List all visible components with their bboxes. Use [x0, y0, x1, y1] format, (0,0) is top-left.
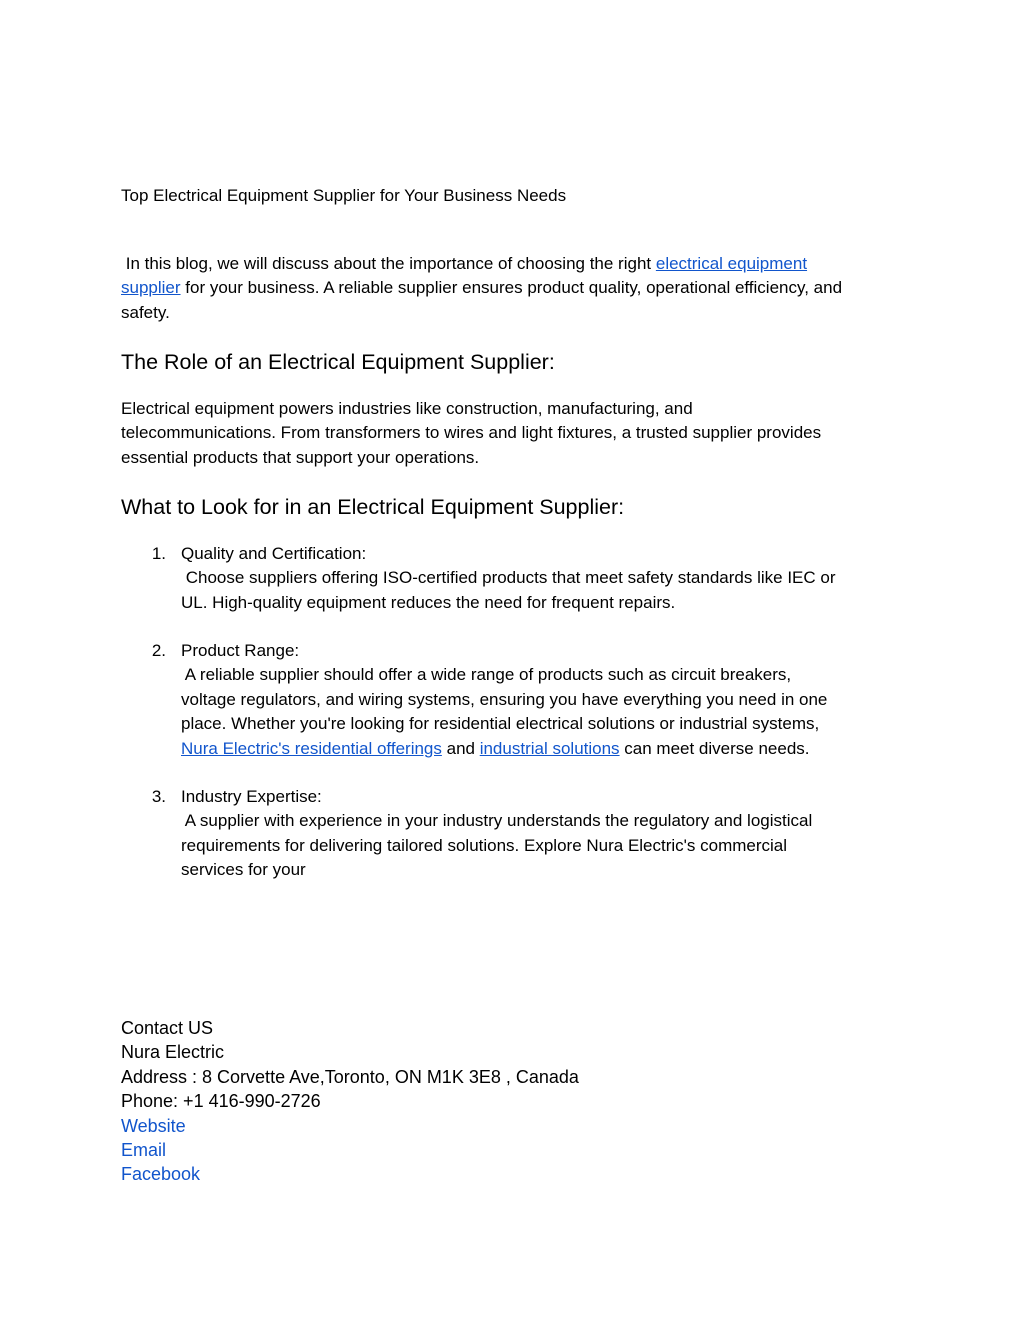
phone: Phone: +1 416-990-2726 — [121, 1091, 321, 1112]
email-link[interactable]: Email — [121, 1140, 167, 1161]
list-item-line: requirements for delivering tailored solutions. Explore Nura Electric's commercial — [181, 835, 788, 855]
electrical-equipment-supplier-link[interactable]: electrical equipment — [655, 254, 808, 273]
list-item-links-line — [181, 737, 827, 761]
role-line: Electrical equipment powers industries like construction, manufacturing, and — [121, 399, 693, 418]
address: Address : 8 Corvette Ave,Toronto, ON M1K 3E8 , Canada — [121, 1066, 579, 1087]
section-heading-role: The Role of an Electrical Equipment Supplier: — [121, 350, 555, 374]
residential-offerings-link[interactable]: Nura Electric's residential offerings — [181, 738, 442, 758]
list-item-quality — [181, 542, 836, 615]
intro-line-1 — [121, 252, 842, 276]
and-text: and — [441, 738, 480, 758]
company-name: Nura Electric — [121, 1042, 225, 1063]
list-item-tail: can meet diverse needs. — [619, 738, 810, 758]
list-item-line: voltage regulators, and wiring systems, ensuring you have everything you need in one — [181, 689, 828, 709]
intro-line-2 — [121, 276, 842, 300]
list-item-line: services for your — [181, 860, 306, 880]
list-item-line: A reliable supplier should offer a wide range of products such as circuit breakers, — [181, 665, 792, 685]
list-item-title: Product Range: — [181, 641, 300, 660]
industrial-solutions-link[interactable]: industrial solutions — [479, 738, 620, 758]
intro-text-2: for your business. A reliable supplier ensures product quality, operational efficiency, and — [180, 278, 843, 298]
list-number: 3. — [151, 787, 166, 806]
document-title: Top Electrical Equipment Supplier for Your Business Needs — [121, 186, 567, 205]
list-item-industry-expertise — [181, 785, 812, 883]
facebook-link[interactable]: Facebook — [121, 1164, 201, 1185]
list-item-line: A supplier with experience in your industry understands the regulatory and logistical — [181, 811, 813, 831]
role-line: essential products that support your operations. — [121, 447, 480, 467]
list-number: 2. — [151, 641, 166, 660]
intro-paragraph — [121, 252, 842, 325]
list-item-line: Choose suppliers offering ISO-certified products that meet safety standards like IEC or — [181, 568, 836, 588]
website-link[interactable]: Website — [121, 1115, 186, 1136]
contact-block — [121, 1016, 579, 1187]
role-line: telecommunications. From transformers to wires and light fixtures, a trusted supplier provides — [121, 423, 822, 443]
supplier-link[interactable]: supplier — [121, 278, 181, 298]
list-number: 1. — [151, 544, 166, 563]
section-heading-what-to-look-for: What to Look for in an Electrical Equipment Supplier: — [121, 495, 625, 519]
list-item-line: place. Whether you're looking for residential electrical solutions or industrial systems, — [181, 714, 820, 734]
list-item-title: Industry Expertise: — [181, 787, 322, 806]
intro-text-1: In this blog, we will discuss about the importance of choosing the right — [121, 254, 656, 273]
list-item-line: UL. High-quality equipment reduces the need for frequent repairs. — [181, 592, 676, 612]
contact-heading: Contact US — [121, 1018, 214, 1038]
intro-line-3: safety. — [121, 302, 170, 322]
role-paragraph — [121, 397, 821, 470]
list-item-product-range — [181, 639, 827, 761]
list-item-title: Quality and Certification: — [181, 544, 367, 563]
